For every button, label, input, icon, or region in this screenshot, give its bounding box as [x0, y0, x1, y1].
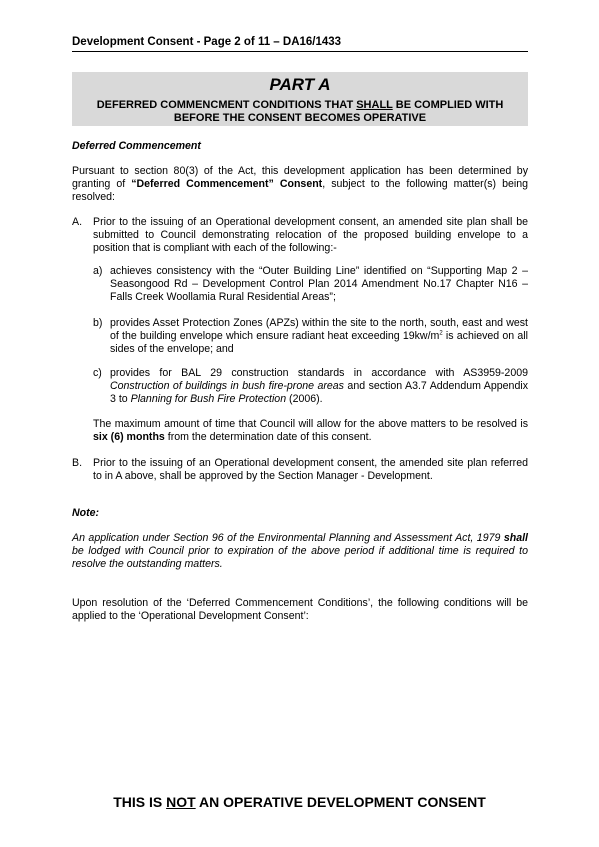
page-header-text: Development Consent - Page 2 of 11 – DA16/1433: [72, 36, 342, 48]
condition-a-marker: A.: [72, 216, 83, 228]
max-time-post: from the determination date of this consent.: [164, 431, 372, 443]
sub-item-b-sup: 2: [439, 330, 443, 337]
note-text-post: be lodged with Council prior to expiration of the above period if additional time is required to resolve the outstanding matters.: [72, 545, 528, 570]
note-heading: Note:: [72, 507, 100, 519]
part-a-subtitle: [72, 99, 528, 125]
condition-item-a: [72, 216, 528, 255]
part-a-subtitle-pre: DEFERRED COMMENCMENT CONDITIONS THAT: [96, 99, 357, 111]
part-a-subtitle-emph: SHALL: [356, 99, 393, 111]
condition-item-b: [72, 457, 528, 483]
sub-item-c-marker: c): [93, 367, 102, 379]
part-a-subtitle-line2: BEFORE THE CONSENT BECOMES OPERATIVE: [173, 112, 427, 124]
condition-b-marker: B.: [72, 457, 83, 469]
sub-item-b-text: [110, 317, 528, 356]
sub-item-b: [93, 317, 528, 356]
sub-item-c-text-mid: and section A3.7 Addendum Appendix 3 to: [110, 380, 528, 405]
condition-b-text: Prior to the issuing of an Operational development consent, the amended site plan referred to in A above, shall be approved by the Section Manager - Development.: [93, 457, 528, 482]
sub-item-a-marker: a): [93, 265, 103, 277]
deferred-intro-bold: “Deferred Commencement” Consent: [131, 178, 323, 190]
sub-item-c-text: [110, 367, 528, 406]
max-time-paragraph: [93, 418, 528, 444]
sub-item-c-italic2: Planning for Bush Fire Protection: [130, 393, 287, 405]
part-a-title: PART A: [269, 75, 331, 94]
footer-notice: [0, 794, 599, 810]
deferred-intro-pre: Pursuant to section 80(3) of the Act, this development application has been determined by granting of: [72, 165, 528, 190]
sub-item-c-italic1: Construction of buildings in bush fire-prone areas: [110, 380, 344, 392]
deferred-heading: Deferred Commencement: [72, 140, 201, 152]
sub-item-b-marker: b): [93, 317, 103, 329]
condition-a-text: Prior to the issuing of an Operational development consent, an amended site plan shall be submitted to Council demonstrating relocation of the proposed building envelope to a position that is compliant with each of the following:-: [93, 216, 528, 254]
note-text: [72, 532, 528, 571]
footer-pre: THIS IS: [113, 794, 167, 810]
part-a-subtitle-post: BE COMPLIED WITH: [392, 99, 504, 111]
footer-post: AN OPERATIVE DEVELOPMENT CONSENT: [195, 794, 486, 810]
deferred-intro: [72, 165, 528, 204]
sub-item-b-text-post: is achieved on all sides of the envelope; and: [110, 330, 529, 355]
sub-item-c: [93, 367, 528, 406]
page-header: [72, 36, 528, 52]
max-time-pre: The maximum amount of time that Council will allow for the above matters to be resolved is: [93, 418, 528, 430]
resolution-paragraph: Upon resolution of the ‘Deferred Commencement Conditions’, the following conditions will be applied to the ‘Operational Development Consent’:: [72, 597, 528, 622]
sub-item-c-text-pre: provides for BAL 29 construction standards in accordance with AS3959-2009: [110, 367, 528, 379]
max-time-bold: six (6) months: [93, 431, 165, 443]
sub-item-b-text-pre: provides Asset Protection Zones (APZs) within the site to the north, south, east and west of the building envelope which ensure radiant heat exceeding 19kw/m: [110, 317, 528, 342]
note-text-pre: An application under Section 96 of the Environmental Planning and Assessment Act, 1979: [72, 532, 504, 544]
sub-item-a: [93, 265, 528, 304]
deferred-intro-post: , subject to the following matter(s) being resolved:: [72, 178, 529, 203]
note-text-bold: shall: [503, 532, 528, 544]
sub-item-c-text-post: (2006).: [286, 393, 323, 405]
footer-emph: NOT: [166, 794, 196, 810]
sub-item-a-text: achieves consistency with the “Outer Building Line” identified on “Supporting Map 2 – Seasongood Rd – Development Control Plan 2014 Amendment No.17 Chapter N16 – Falls Creek Woollamia Rural Residential Areas”;: [110, 265, 528, 303]
part-a-banner: [72, 72, 528, 126]
